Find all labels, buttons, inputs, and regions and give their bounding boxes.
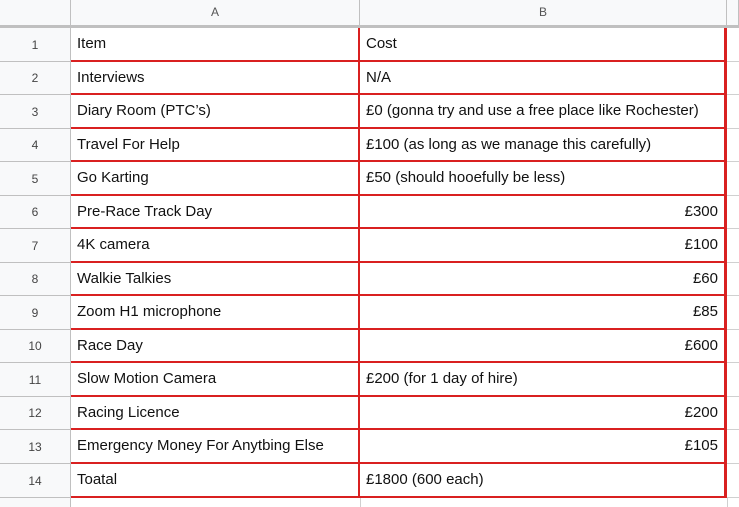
cell-c7[interactable] xyxy=(727,229,739,263)
cell-b1[interactable]: Cost xyxy=(360,28,727,62)
cell-b8[interactable]: £60 xyxy=(360,263,727,296)
cell-b5[interactable]: £50 (should hooefully be less) xyxy=(360,162,727,196)
cell-c10[interactable] xyxy=(727,330,739,363)
cell-c14[interactable] xyxy=(727,464,739,498)
row-header-3[interactable]: 3 xyxy=(0,95,71,129)
next-row-partial xyxy=(0,498,739,507)
select-all-corner[interactable] xyxy=(0,0,71,28)
row-header-11[interactable]: 11 xyxy=(0,363,71,397)
cell-b11[interactable]: £200 (for 1 day of hire) xyxy=(360,363,727,397)
cell-b6[interactable]: £300 xyxy=(360,196,727,229)
row-header-2[interactable]: 2 xyxy=(0,62,71,95)
row-header-9[interactable]: 9 xyxy=(0,296,71,330)
cell-c2[interactable] xyxy=(727,62,739,95)
row-header-1[interactable]: 1 xyxy=(0,28,71,62)
cell-b4[interactable]: £100 (as long as we manage this carefully) xyxy=(360,129,727,162)
cell-a2[interactable]: Interviews xyxy=(71,62,360,95)
cell-b14[interactable]: £1800 (600 each) xyxy=(360,464,727,498)
cell-a4[interactable]: Travel For Help xyxy=(71,129,360,162)
row-header-10[interactable]: 10 xyxy=(0,330,71,363)
cell-b7[interactable]: £100 xyxy=(360,229,727,263)
row-header-12[interactable]: 12 xyxy=(0,397,71,430)
row-header-7[interactable]: 7 xyxy=(0,229,71,263)
cell-a9[interactable]: Zoom H1 microphone xyxy=(71,296,360,330)
cell-b2[interactable]: N/A xyxy=(360,62,727,95)
cell-b13[interactable]: £105 xyxy=(360,430,727,464)
cell-a14[interactable]: Toatal xyxy=(71,464,360,498)
cell-a13[interactable]: Emergency Money For Anytbing Else xyxy=(71,430,360,464)
column-header-c[interactable] xyxy=(727,0,739,28)
cell-a5[interactable]: Go Karting xyxy=(71,162,360,196)
cell-c12[interactable] xyxy=(727,397,739,430)
row-header-6[interactable]: 6 xyxy=(0,196,71,229)
cell-b9[interactable]: £85 xyxy=(360,296,727,330)
cell-c1[interactable] xyxy=(727,28,739,62)
column-header-b[interactable]: B xyxy=(360,0,727,28)
row-header-15[interactable] xyxy=(0,498,71,507)
cell-c5[interactable] xyxy=(727,162,739,196)
cell-c4[interactable] xyxy=(727,129,739,162)
cell-a7[interactable]: 4K camera xyxy=(71,229,360,263)
row-header-8[interactable]: 8 xyxy=(0,263,71,296)
cell-b10[interactable]: £600 xyxy=(360,330,727,363)
cell-b3[interactable]: £0 (gonna try and use a free place like Rochester) xyxy=(360,95,727,129)
cell-b12[interactable]: £200 xyxy=(360,397,727,430)
cell-c3[interactable] xyxy=(727,95,739,129)
column-header-a[interactable]: A xyxy=(71,0,360,28)
row-header-13[interactable]: 13 xyxy=(0,430,71,464)
cell-c13[interactable] xyxy=(727,430,739,464)
cell-a6[interactable]: Pre-Race Track Day xyxy=(71,196,360,229)
cell-c9[interactable] xyxy=(727,296,739,330)
cell-a12[interactable]: Racing Licence xyxy=(71,397,360,430)
cell-c11[interactable] xyxy=(727,363,739,397)
cell-c6[interactable] xyxy=(727,196,739,229)
cell-a3[interactable]: Diary Room (PTC’s) xyxy=(71,95,360,129)
cell-a10[interactable]: Race Day xyxy=(71,330,360,363)
cell-a8[interactable]: Walkie Talkies xyxy=(71,263,360,296)
cell-a11[interactable]: Slow Motion Camera xyxy=(71,363,360,397)
cell-c8[interactable] xyxy=(727,263,739,296)
row-header-4[interactable]: 4 xyxy=(0,129,71,162)
cell-a1[interactable]: Item xyxy=(71,28,360,62)
row-header-5[interactable]: 5 xyxy=(0,162,71,196)
row-header-14[interactable]: 14 xyxy=(0,464,71,498)
